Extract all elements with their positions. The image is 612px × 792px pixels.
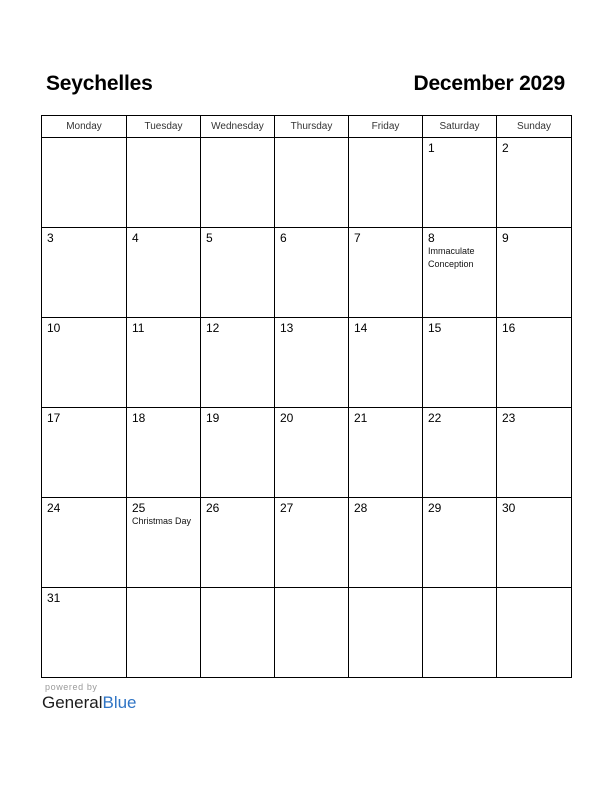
day-number: 4 (132, 231, 139, 245)
day-cell (42, 318, 127, 408)
day-number (349, 588, 422, 591)
day-cell (497, 498, 572, 588)
day-number: 6 (280, 231, 287, 245)
day-number (201, 138, 274, 141)
day-cell (201, 498, 275, 588)
day-cell (423, 408, 497, 498)
day-number: 24 (47, 501, 61, 515)
month-year-title: December 2029 (413, 72, 565, 95)
day-cell (349, 318, 423, 408)
day-cell (349, 588, 423, 678)
day-number: 18 (132, 411, 146, 425)
day-cell (497, 588, 572, 678)
weekday-header: Tuesday (127, 116, 201, 138)
day-number: 30 (502, 501, 516, 515)
day-cell (42, 138, 127, 228)
day-cell (275, 228, 349, 318)
day-number: 1 (428, 141, 435, 155)
brand-logo (42, 693, 137, 713)
day-cell (423, 588, 497, 678)
week-row (42, 138, 572, 228)
day-number: 5 (206, 231, 213, 245)
week-row (42, 318, 572, 408)
day-cell (201, 408, 275, 498)
day-cell (127, 498, 201, 588)
day-cell (127, 588, 201, 678)
week-row (42, 228, 572, 318)
week-row (42, 498, 572, 588)
day-number (201, 588, 274, 591)
day-number: 20 (280, 411, 294, 425)
day-number (497, 588, 571, 591)
day-number: 10 (47, 321, 61, 335)
day-cell (201, 138, 275, 228)
weekday-header: Sunday (497, 116, 572, 138)
holiday-label: Christmas Day (132, 516, 192, 526)
day-number: 14 (354, 321, 368, 335)
day-number: 17 (47, 411, 61, 425)
day-number: 15 (428, 321, 442, 335)
weekday-header: Wednesday (201, 116, 275, 138)
day-cell (423, 498, 497, 588)
day-number: 11 (132, 321, 145, 335)
country-title: Seychelles (46, 72, 153, 95)
day-cell (349, 408, 423, 498)
day-cell (349, 138, 423, 228)
day-number: 25 (132, 501, 146, 515)
day-cell (127, 228, 201, 318)
day-number (127, 588, 200, 591)
weekday-header: Monday (42, 116, 127, 138)
day-cell (201, 588, 275, 678)
day-cell (349, 498, 423, 588)
weekday-header: Thursday (275, 116, 349, 138)
day-cell (42, 228, 127, 318)
day-number (42, 138, 126, 141)
day-number: 16 (502, 321, 516, 335)
brand-blue-text: Blue (102, 693, 137, 712)
day-number: 9 (502, 231, 509, 245)
day-cell (423, 138, 497, 228)
day-cell (127, 138, 201, 228)
week-row (42, 408, 572, 498)
day-cell (42, 588, 127, 678)
weekday-header: Friday (349, 116, 423, 138)
day-number: 7 (354, 231, 361, 245)
day-number: 26 (206, 501, 220, 515)
day-number: 21 (354, 411, 368, 425)
day-cell (497, 228, 572, 318)
day-number: 3 (47, 231, 54, 245)
day-number (275, 138, 348, 141)
calendar-grid (41, 115, 572, 678)
day-number: 12 (206, 321, 220, 335)
day-number (349, 138, 422, 141)
day-cell (127, 408, 201, 498)
day-cell (127, 318, 201, 408)
day-cell (349, 228, 423, 318)
day-number: 13 (280, 321, 294, 335)
day-number: 8 (428, 231, 435, 245)
day-cell (275, 408, 349, 498)
day-number (423, 588, 496, 591)
day-cell (201, 318, 275, 408)
day-cell (275, 318, 349, 408)
powered-by-text: powered by (45, 682, 98, 692)
day-cell (423, 318, 497, 408)
day-number: 2 (502, 141, 509, 155)
day-cell (275, 498, 349, 588)
week-row (42, 588, 572, 678)
day-cell (423, 228, 497, 318)
day-cell (42, 408, 127, 498)
day-cell (275, 138, 349, 228)
day-cell (497, 138, 572, 228)
weekday-header: Saturday (423, 116, 497, 138)
day-number: 19 (206, 411, 220, 425)
day-cell (275, 588, 349, 678)
day-number (127, 138, 200, 141)
day-cell (497, 408, 572, 498)
day-cell (42, 498, 127, 588)
day-cell (201, 228, 275, 318)
day-number: 28 (354, 501, 368, 515)
day-number: 23 (502, 411, 516, 425)
day-number (275, 588, 348, 591)
holiday-label: Immaculate Conception (428, 246, 475, 269)
brand-general-text: General (42, 693, 103, 712)
day-number: 27 (280, 501, 294, 515)
weekday-header-row (42, 116, 572, 138)
day-number: 22 (428, 411, 442, 425)
day-cell (497, 318, 572, 408)
day-number: 29 (428, 501, 442, 515)
day-number: 31 (47, 591, 61, 605)
calendar-body (42, 138, 572, 678)
